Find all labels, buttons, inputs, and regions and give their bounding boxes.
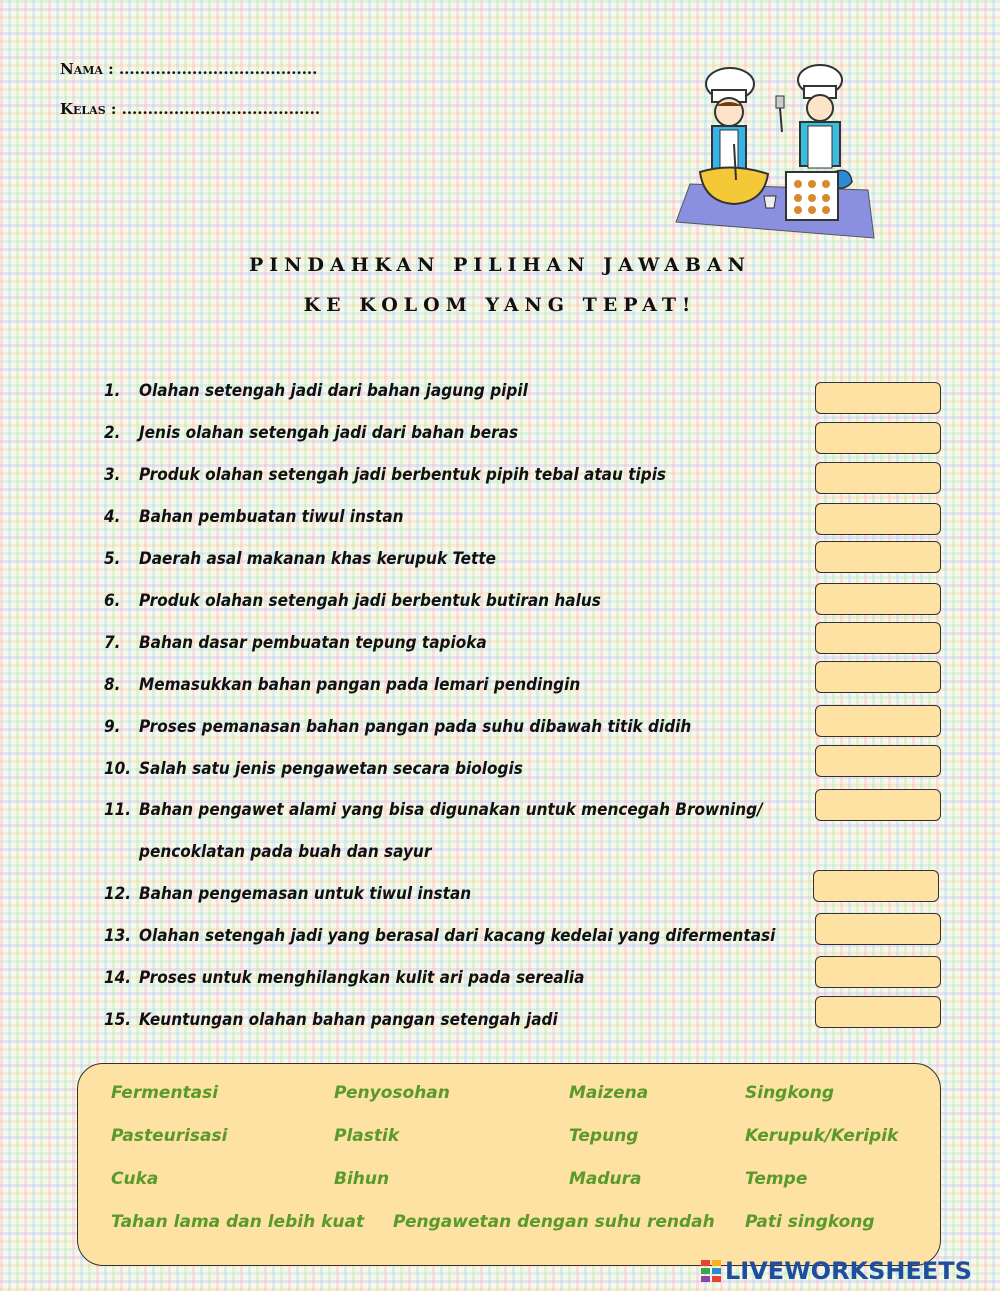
answer-dropzone-6[interactable] <box>815 583 941 615</box>
draggable-answer[interactable]: Tahan lama dan lebih kuat <box>111 1212 365 1232</box>
question-number: 8. <box>104 675 121 695</box>
question-number: 6. <box>104 591 121 611</box>
draggable-answer[interactable]: Tempe <box>745 1169 808 1189</box>
question-number: 5. <box>104 549 121 569</box>
answer-dropzone-8[interactable] <box>815 661 941 693</box>
question-number: 7. <box>104 633 121 653</box>
draggable-answer[interactable]: Pasteurisasi <box>111 1126 228 1146</box>
liveworksheets-logo <box>700 1257 972 1285</box>
draggable-answer[interactable]: Plastik <box>334 1126 400 1146</box>
chefs-illustration <box>672 62 878 242</box>
answer-dropzone-9[interactable] <box>815 705 941 737</box>
instruction-title-line2: KE KOLOM YANG TEPAT! <box>303 294 697 316</box>
answer-dropzone-12[interactable] <box>813 870 939 902</box>
answer-dropzone-14[interactable] <box>815 956 941 988</box>
answer-dropzone-5[interactable] <box>815 541 941 573</box>
question-number: 10. <box>104 759 132 779</box>
question-text: Proses untuk menghilangkan kulit ari pada serealia <box>139 968 585 988</box>
draggable-answer[interactable]: Pengawetan dengan suhu rendah <box>393 1212 715 1232</box>
question-number: 4. <box>104 507 121 527</box>
question-number: 11. <box>104 800 132 820</box>
question-number: 14. <box>104 968 132 988</box>
student-class-label: Kelas : ...................................... <box>60 100 321 118</box>
question-number: 3. <box>104 465 121 485</box>
draggable-answer[interactable]: Cuka <box>111 1169 159 1189</box>
question-text: Jenis olahan setengah jadi dari bahan beras <box>139 423 519 443</box>
question-text: Keuntungan olahan bahan pangan setengah jadi <box>139 1010 558 1030</box>
answer-dropzone-15[interactable] <box>815 996 941 1028</box>
question-text: Bahan pengemasan untuk tiwul instan <box>139 884 472 904</box>
question-text-part: Bahan pengawet alami yang bisa digunakan untuk mencegah <box>139 800 670 820</box>
draggable-answer[interactable]: Kerupuk/Keripik <box>745 1126 899 1146</box>
draggable-answer[interactable]: Singkong <box>745 1083 834 1103</box>
question-number: 15. <box>104 1010 132 1030</box>
draggable-answer[interactable]: Maizena <box>569 1083 649 1103</box>
draggable-answer[interactable]: Pati singkong <box>745 1212 875 1232</box>
question-text: Memasukkan bahan pangan pada lemari pendingin <box>139 675 581 695</box>
answer-dropzone-13[interactable] <box>815 913 941 945</box>
question-number: 13. <box>104 926 132 946</box>
question-text-italic: Browning/ <box>675 800 763 820</box>
question-number: 12. <box>104 884 132 904</box>
question-text: Daerah asal makanan khas kerupuk Tette <box>139 549 497 569</box>
answer-dropzone-11[interactable] <box>815 789 941 821</box>
question-text: Bahan pembuatan tiwul instan <box>139 507 404 527</box>
question-text-continued: pencoklatan pada buah dan sayur <box>139 842 432 862</box>
question-number: 9. <box>104 717 121 737</box>
liveworksheets-icon <box>700 1259 722 1283</box>
question-text: Salah satu jenis pengawetan secara biologis <box>139 759 523 779</box>
brand-text: LIVEWORKSHEETS <box>725 1257 972 1285</box>
answer-dropzone-7[interactable] <box>815 622 941 654</box>
question-text: Proses pemanasan bahan pangan pada suhu dibawah titik didih <box>139 717 692 737</box>
draggable-answer[interactable]: Tepung <box>569 1126 639 1146</box>
question-text: Bahan dasar pembuatan tepung tapioka <box>139 633 487 653</box>
draggable-answer[interactable]: Bihun <box>334 1169 390 1189</box>
answer-dropzone-4[interactable] <box>815 503 941 535</box>
question-text: Olahan setengah jadi yang berasal dari kacang kedelai yang difermentasi <box>139 926 776 946</box>
instruction-title-line1: PINDAHKAN PILIHAN JAWABAN <box>248 254 752 276</box>
draggable-answer[interactable]: Penyosohan <box>334 1083 450 1103</box>
question-text <box>139 800 763 820</box>
draggable-answer[interactable]: Madura <box>569 1169 642 1189</box>
answer-dropzone-3[interactable] <box>815 462 941 494</box>
answer-dropzone-10[interactable] <box>815 745 941 777</box>
question-text: Olahan setengah jadi dari bahan jagung pipil <box>139 381 528 401</box>
question-text: Produk olahan setengah jadi berbentuk butiran halus <box>139 591 601 611</box>
answer-dropzone-2[interactable] <box>815 422 941 454</box>
question-text: Produk olahan setengah jadi berbentuk pipih tebal atau tipis <box>139 465 667 485</box>
answer-dropzone-1[interactable] <box>815 382 941 414</box>
draggable-answer[interactable]: Fermentasi <box>111 1083 219 1103</box>
question-number: 1. <box>104 381 121 401</box>
student-name-label: Nama : ...................................... <box>60 60 318 78</box>
question-number: 2. <box>104 423 121 443</box>
